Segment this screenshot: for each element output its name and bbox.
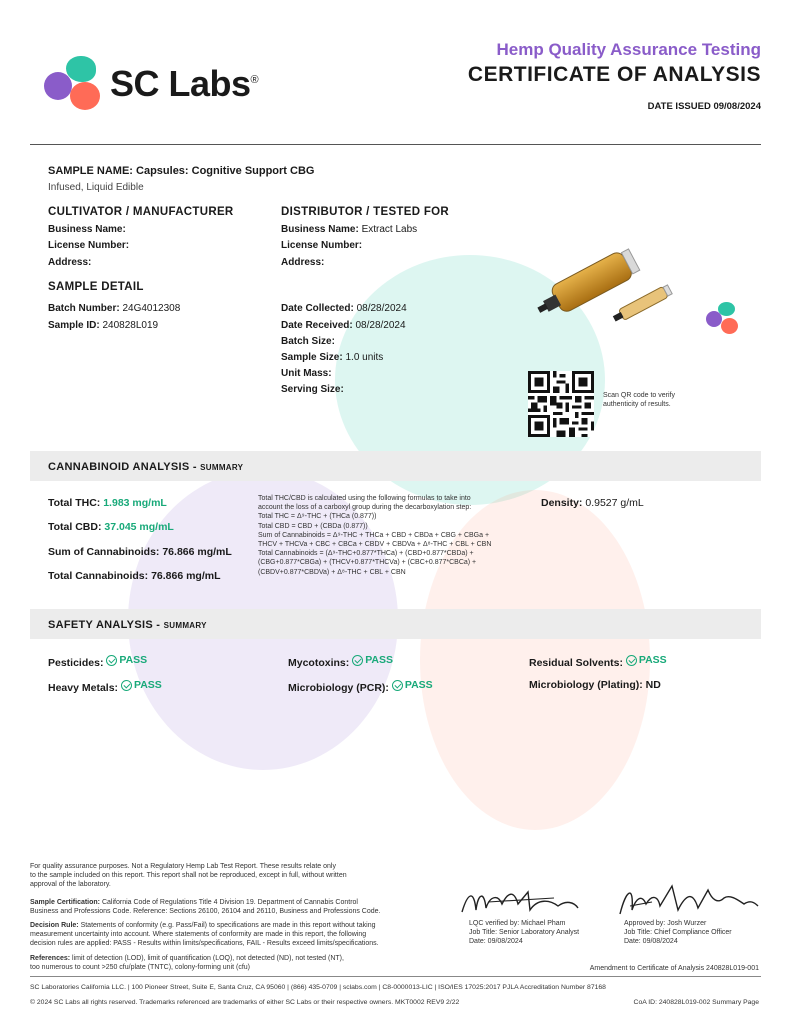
unit-mass-label: Unit Mass: (281, 368, 332, 379)
sample-id: Sample ID: 240828L019 (48, 320, 159, 331)
coa-id: CoA ID: 240828L019-002 Summary Page (633, 999, 759, 1006)
date-collected: Date Collected: 08/28/2024 (281, 303, 407, 314)
sample-type: Infused, Liquid Edible (48, 182, 144, 193)
signer-2: Approved by: Josh Wurzer Job Title: Chief Compliance Officer Date: 09/08/2024 (624, 920, 732, 945)
metals-result: Heavy Metals: PASS (48, 679, 162, 694)
check-circle-icon (106, 655, 117, 666)
sample-certification: Sample Certification: California Code of Regulations Title 4 Division 19. Department of Cannabis Control Business and Professions Code. Reference: Sections 26100, 26104 and 26110, Business and Professions Code. (30, 899, 381, 915)
total-cannabinoids: Total Cannabinoids: 76.866 mg/mL (48, 570, 221, 582)
check-circle-icon (121, 680, 132, 691)
date-issued: DATE ISSUED 09/08/2024 (647, 101, 761, 112)
sum-cannabinoids: Sum of Cannabinoids: 76.866 mg/mL (48, 546, 232, 558)
pcr-result: Microbiology (PCR): PASS (288, 679, 433, 694)
density: Density: 0.9527 g/mL (541, 497, 644, 509)
batch-size-label: Batch Size: (281, 336, 335, 347)
sample-name: SAMPLE NAME: Capsules: Cognitive Support CBG (48, 165, 315, 177)
date-received: Date Received: 08/28/2024 (281, 320, 406, 331)
serving-size-label: Serving Size: (281, 384, 344, 395)
sc-labs-logo (44, 56, 258, 111)
cannabinoid-formula: Total THC/CBD is calculated using the following formulas to take into account the loss of a carboxyl group during the decarboxylation step: Total THC = Δ⁹-THC + (THCa (0.877)) Total CBD = CBD + (CBDa (0.877)) Sum of Cannabinoids = Δ⁹-THC + THCa + CBD + CBDa + CBG + CBGa + THCV + THCVa + CBC + CBCa + CBDV + CBDVa + Δ⁸-THC + CBL + CBN Total Cannabinoids = (Δ⁹-THC+0.877*THCa) + (CBD+0.877*CBDa) + (CBG+0.877*CBGa) + (THCV+0.877*THCVa) + (CBC+0.877*CBCa) + (CBDV+0.877*CBDVa) + Δ⁸-THC + CBL + CBN (258, 495, 492, 576)
total-thc: Total THC: 1.983 mg/mL (48, 497, 167, 509)
lab-address-line: SC Laboratories California LLC. | 100 Pioneer Street, Suite E, Santa Cruz, CA 95060 | (866) 435-0709 | sclabs.com | C8-0000013-LIC | ISO/IES 17025:2017 PJLA Accreditation Number 87168 (30, 984, 606, 991)
decision-rule: Decision Rule: Statements of conformity (e.g. Pass/Fail) to specifications are made in this report without taking measurement uncertainty into account. Where statements of conformity are made in this report, the following decision rules are applied: PASS - Results within limits/specifications, FAIL - Results exceed limits/specifications. (30, 922, 379, 947)
batch-number: Batch Number: 24G4012308 (48, 303, 181, 314)
mycotoxins-result: Mycotoxins: PASS (288, 654, 394, 669)
sample-detail-heading: SAMPLE DETAIL (48, 281, 144, 293)
amendment-note: Amendment to Certificate of Analysis 240828L019-001 (589, 965, 759, 972)
solvents-result: Residual Solvents: PASS (529, 654, 667, 669)
copyright-line: © 2024 SC Labs all rights reserved. Trademarks referenced are trademarks of either SC Labs or their respective owners. MKT0002 REV9 2/22 (30, 999, 460, 1006)
qr-code[interactable] (528, 371, 594, 437)
product-syringe-image (530, 238, 680, 338)
cultivator-license-label: License Number: (48, 240, 130, 251)
check-circle-icon (392, 680, 403, 691)
references: References: limit of detection (LOD), limit of quantification (LOQ), not detected (ND), not tested (NT), too numerous to count >250 cfu/plate (TNTC), colony-forming unit (cfu) (30, 955, 344, 971)
certificate-title: CERTIFICATE OF ANALYSIS (467, 63, 761, 86)
logo-wordmark: SC Labs® (110, 62, 259, 104)
distributor-address-label: Address: (281, 257, 325, 268)
qa-note: For quality assurance purposes. Not a Regulatory Hemp Lab Test Report. These results relate only to the sample included on this report. This report shall not be reproduced, except in full, without written approval of the laboratory. (30, 863, 347, 888)
logo-dots-icon (44, 56, 104, 111)
signature-michael-pham (458, 884, 583, 920)
distributor-heading: DISTRIBUTOR / TESTED FOR (281, 206, 449, 218)
qr-note: Scan QR code to verify authenticity of results. (603, 392, 675, 408)
signature-josh-wurzer (612, 880, 762, 922)
header-subtitle: Hemp Quality Assurance Testing (496, 40, 761, 59)
signer-1: LQC verified by: Michael Pham Job Title: Senior Laboratory Analyst Date: 09/08/2024 (469, 920, 580, 945)
footer-divider (30, 976, 761, 977)
check-circle-icon (352, 655, 363, 666)
cannabinoid-band: CANNABINOID ANALYSIS - SUMMARY (30, 451, 761, 481)
logo-small-icon (706, 302, 740, 336)
total-cbd: Total CBD: 37.045 mg/mL (48, 521, 174, 533)
distributor-license-label: License Number: (281, 240, 363, 251)
safety-band: SAFETY ANALYSIS - SUMMARY (30, 609, 761, 639)
pesticides-result: Pesticides: PASS (48, 654, 148, 669)
check-circle-icon (626, 655, 637, 666)
cultivator-heading: CULTIVATOR / MANUFACTURER (48, 206, 234, 218)
plating-result: Microbiology (Plating): ND (529, 679, 661, 691)
distributor-business: Business Name: Extract Labs (281, 224, 418, 235)
sample-size: Sample Size: 1.0 units (281, 352, 384, 363)
header-divider (30, 144, 761, 145)
header-right (468, 40, 761, 112)
cultivator-address-label: Address: (48, 257, 92, 268)
cultivator-business-label: Business Name: (48, 224, 126, 235)
